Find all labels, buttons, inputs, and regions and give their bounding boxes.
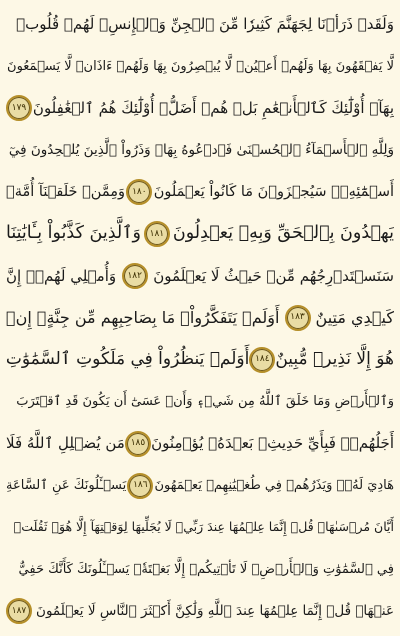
verse-number-marker: ١٨٦ xyxy=(127,473,153,499)
text-line xyxy=(6,381,394,422)
text-line xyxy=(6,172,394,213)
verse-number-marker: ١٧٩ xyxy=(6,95,32,121)
text-line xyxy=(6,130,394,171)
verse-text: كَيۡدِي مَتِينٌ xyxy=(315,307,394,327)
verse-text: وَٱلۡأَرۡضِ وَمَا خَلَقَ ٱللَّهُ مِن شَيۡءٖ وَأَنۡ عَسَىٰٓ أَن يَكُونَ قَدِ ٱقۡتَرَبَ xyxy=(16,394,394,410)
text-line xyxy=(6,507,394,548)
text-line xyxy=(6,297,394,338)
verse-text: لَّا يَفۡقَهُونَ بِهَا وَلَهُمۡ أَعۡيُنٞ لَّا يُبۡصِرُونَ بِهَا وَلَهُمۡ ءَاذَانٞ لَّا يَسۡمَعُونَ xyxy=(7,58,394,74)
verse-text: هَادِيَ لَهُۥۚ وَيَذَرُهُمۡ فِي طُغۡيَٰنِهِمۡ يَعۡمَهُونَ xyxy=(154,478,394,494)
verse-text: بِهَآۚ أُوْلَٰٓئِكَ كَٱلۡأَنۡعَٰمِ بَلۡ هُمۡ أَضَلُّۚ أُوْلَٰٓئِكَ هُمُ ٱلۡغَٰفِلُونَ xyxy=(32,98,394,117)
verse-text: عَنۡهَاۖ قُلۡ إِنَّمَا عِلۡمُهَا عِندَ ٱللَّهِ وَلَٰكِنَّ أَكۡثَرَ ٱلنَّاسِ لَا يَعۡلَمُونَ xyxy=(36,602,394,619)
text-line xyxy=(6,88,394,129)
verse-number-marker: ١٨٣ xyxy=(285,305,311,331)
text-line xyxy=(6,465,394,506)
verse-text: هُوَ إِلَّا نَذِيرٞ مُّبِينٌ xyxy=(275,349,394,370)
verse-text: أَوَلَمۡ يَتَفَكَّرُواْۗ مَا بِصَاحِبِهِم مِّن جِنَّةٍۚ إِنۡ xyxy=(6,307,280,327)
text-line xyxy=(6,46,394,87)
text-line xyxy=(6,339,394,380)
text-line xyxy=(6,256,394,297)
verse-text: أَيَّانَ مُرۡسَىٰهَاۖ قُلۡ إِنَّمَا عِلۡمُهَا عِندَ رَبِّيۖ لَا يُجَلِّيهَا لِوَقۡتِهَآ إِلَّا هُوَۚ ثَقُلَتۡ xyxy=(13,519,394,535)
verse-text: يَهۡدُونَ بِٱلۡحَقِّ وَبِهِۦ يَعۡدِلُونَ xyxy=(172,223,394,244)
verse-text: مَن يُضۡلِلِ ٱللَّهُ فَلَا xyxy=(6,434,125,453)
verse-number-marker: ١٨٧ xyxy=(6,598,32,624)
text-line xyxy=(6,423,394,464)
verse-text: وَمِمَّنۡ خَلَقۡنَآ أُمَّةٞ xyxy=(6,183,125,200)
verse-number-marker: ١٨٠ xyxy=(126,179,152,205)
text-line xyxy=(6,214,394,255)
verse-number-marker: ١٨٥ xyxy=(125,431,151,457)
verse-text: وَٱلَّذِينَ كَذَّبُواْ بِـَٔايَٰتِنَا xyxy=(6,223,141,244)
verse-text: وَأُمۡلِي لَهُمۡۚ إِنَّ xyxy=(6,266,117,285)
text-line xyxy=(6,549,394,590)
verse-number-marker: ١٨١ xyxy=(144,221,170,247)
verse-text: أَسۡمَٰٓئِهِۦۚ سَيُجۡزَوۡنَ مَا كَانُواْ يَعۡمَلُونَ xyxy=(153,183,394,200)
verse-text: وَلَقَدۡ ذَرَأۡنَا لِجَهَنَّمَ كَثِيرٗا مِّنَ ٱلۡجِنِّ وَٱلۡإِنسِۖ لَهُمۡ قُلُوبٞ xyxy=(16,15,394,33)
text-line xyxy=(6,591,394,632)
verse-text: أَجَلُهُمۡۖ فَبِأَيِّ حَدِيثِۭ بَعۡدَهُۥ يُؤۡمِنُونَ xyxy=(151,434,394,453)
verse-lines xyxy=(6,4,394,632)
verse-text: وَلِلَّهِ ٱلۡأَسۡمَآءُ ٱلۡحُسۡنَىٰ فَٱدۡعُوهُ بِهَاۖ وَذَرُواْ ٱلَّذِينَ يُلۡحِدُونَ فِيٓ xyxy=(8,141,394,158)
verse-text: سَنَسۡتَدۡرِجُهُم مِّنۡ حَيۡثُ لَا يَعۡلَمُونَ xyxy=(153,266,394,285)
verse-text: أَوَلَمۡ يَنظُرُواْ فِي مَلَكُوتِ ٱلسَّمَٰوَٰتِ xyxy=(6,349,250,370)
verse-number-marker: ١٨٢ xyxy=(122,263,148,289)
verse-text: فِي ٱلسَّمَٰوَٰتِ وَٱلۡأَرۡضِۚ لَا تَأۡتِيكُمۡ إِلَّا بَغۡتَةٗۗ يَسۡـَٔلُونَكَ كَأَنَّكَ حَفِيٌّ xyxy=(18,561,394,577)
verse-text: يَسۡـَٔلُونَكَ عَنِ ٱلسَّاعَةِ xyxy=(6,478,127,494)
verse-number-marker: ١٨٤ xyxy=(249,347,275,373)
text-line xyxy=(6,4,394,45)
